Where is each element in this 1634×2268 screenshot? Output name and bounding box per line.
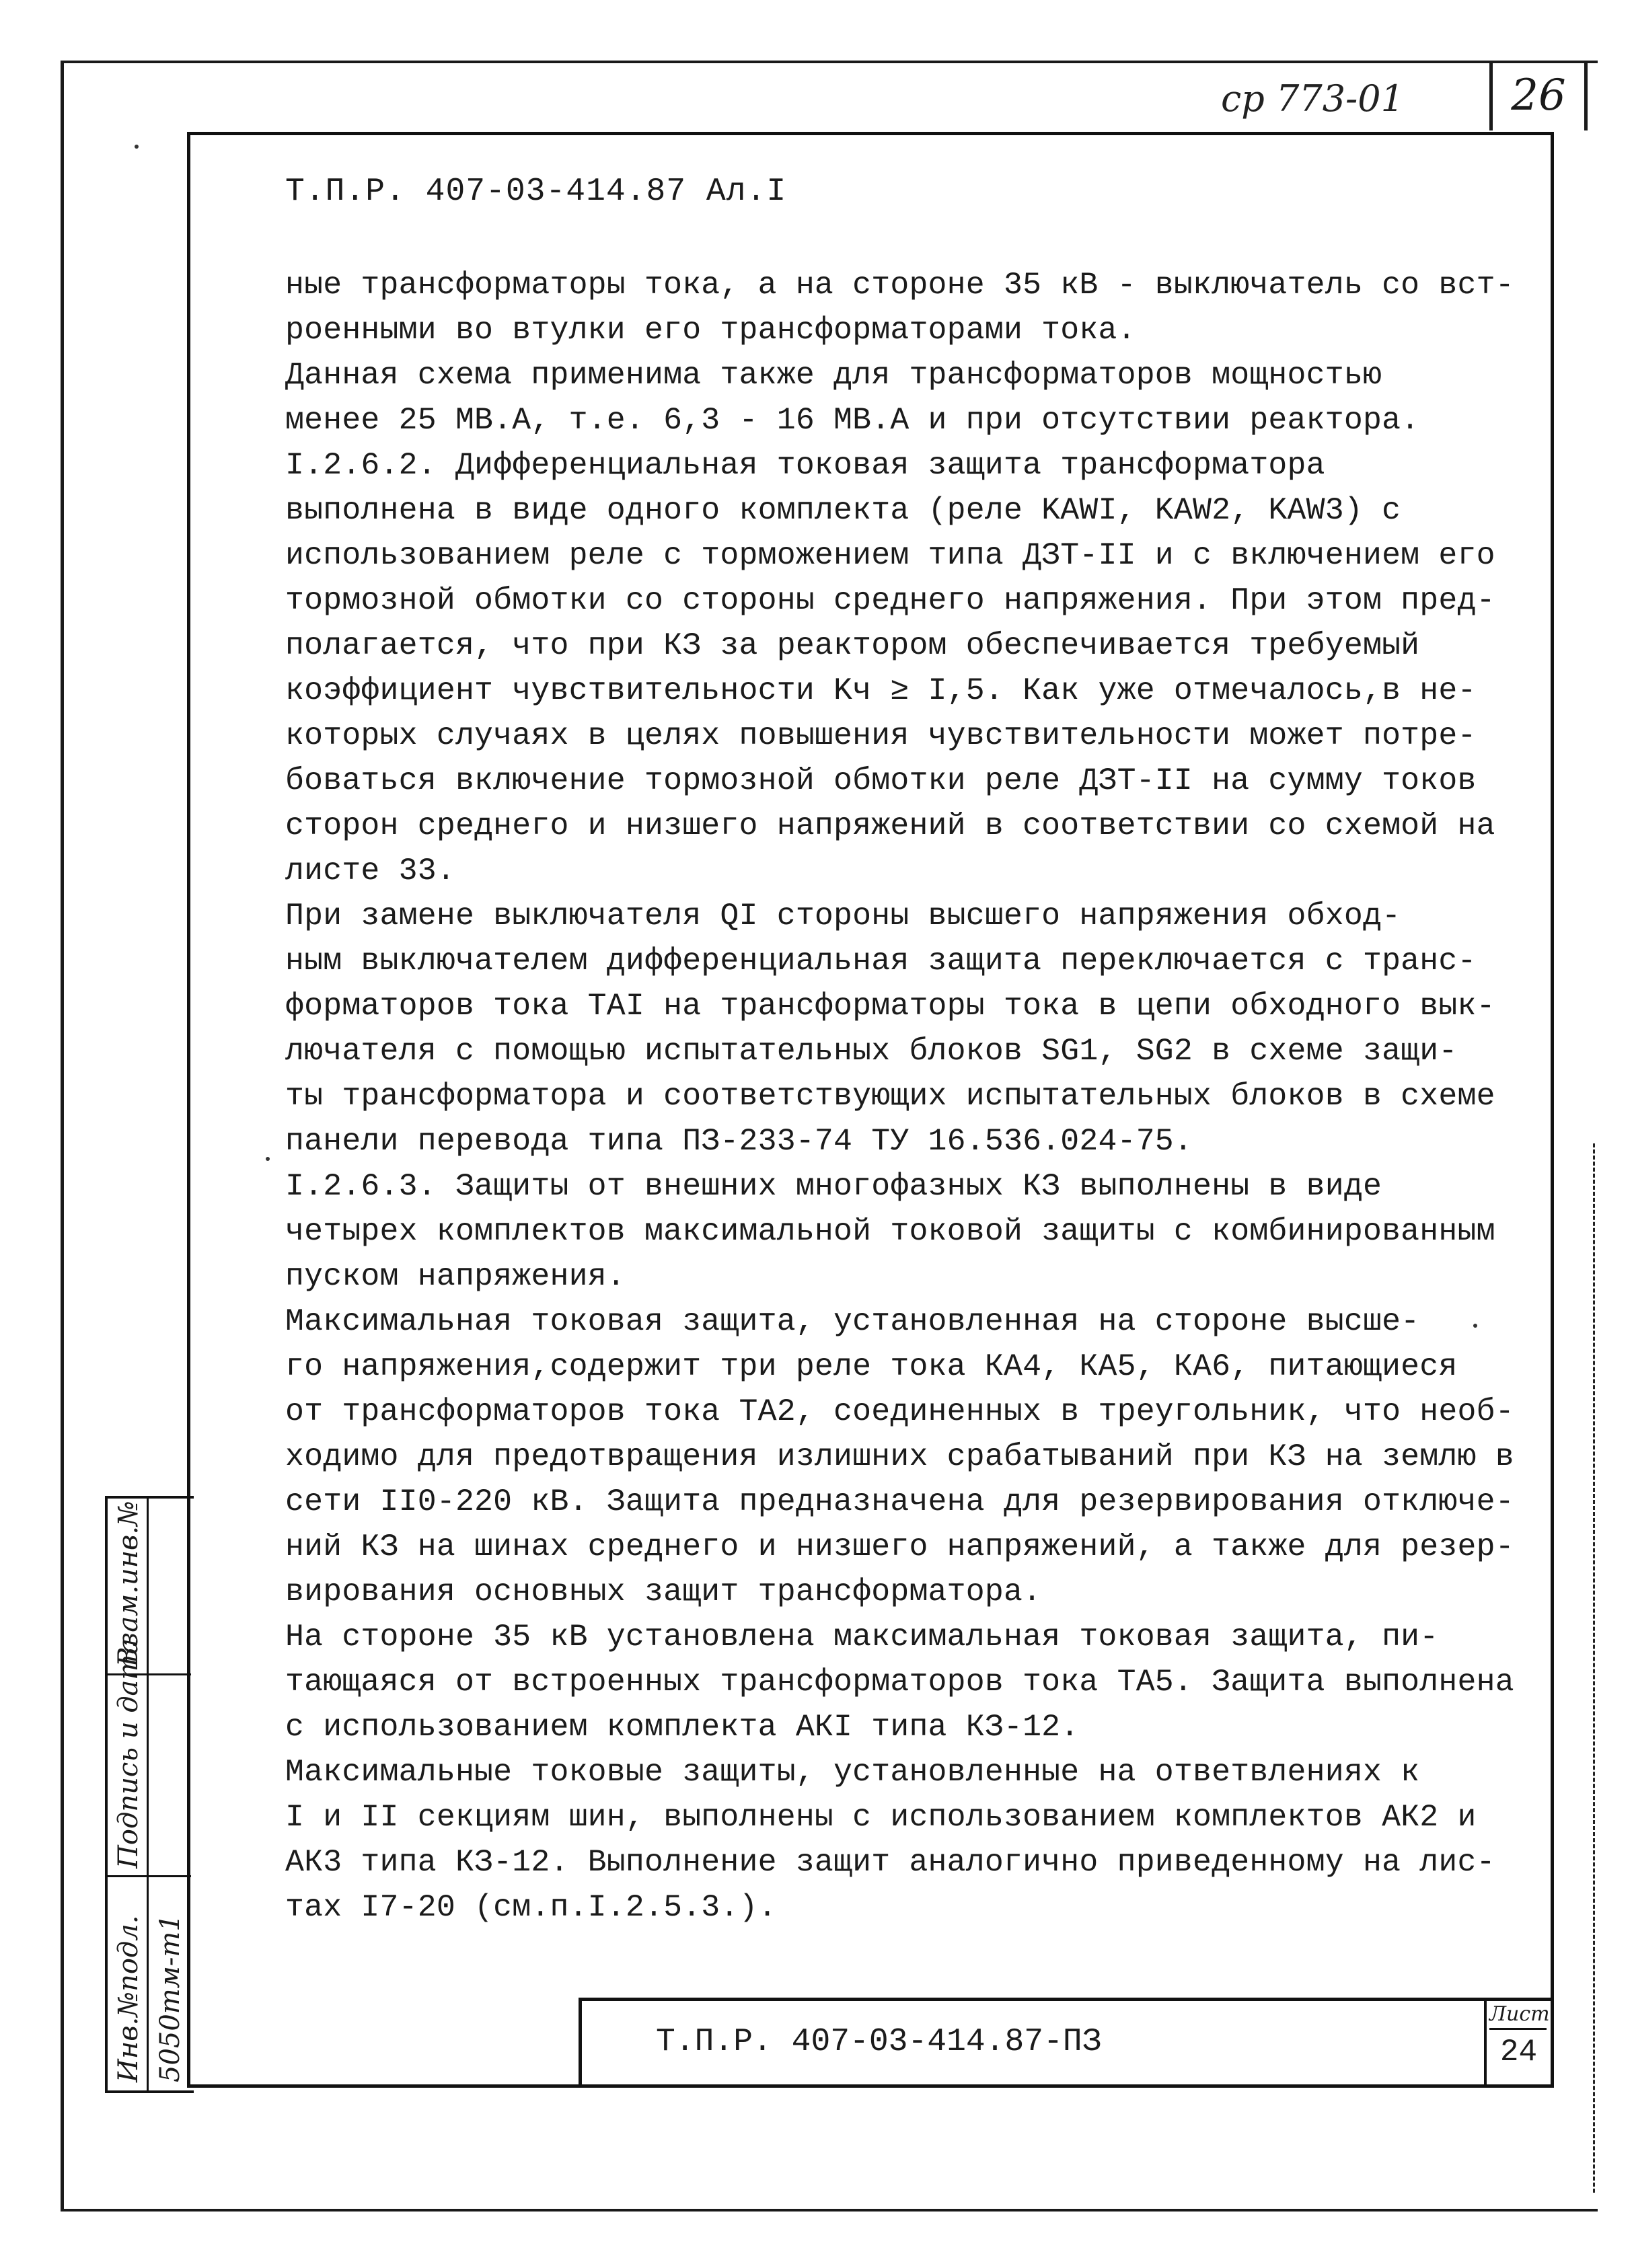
sheet-cell — [1484, 2001, 1551, 2084]
text-line: сторон среднего и низшего напряжений в соответствии со схемой на — [285, 808, 1495, 843]
text-line: тормозной обмотки со стороны среднего напряжения. При этом пред- — [285, 582, 1495, 618]
text-line: менее 25 МВ.А, т.е. 6,3 - 16 МВ.А и при отсутствии реактора. — [285, 402, 1420, 438]
handwritten-sheet-code: ср 773-01 — [1221, 77, 1405, 120]
text-line: панели перевода типа ПЗ-233-74 ТУ 16.536.024-75. — [285, 1123, 1193, 1159]
sheet-number: 26 — [1511, 71, 1566, 120]
text-line: На стороне 35 кВ установлена максимальная токовая защита, пи- — [285, 1619, 1439, 1655]
text-line: с использованием комплекта АКI типа КЗ-12. — [285, 1709, 1080, 1745]
text-line: роенными во втулки его трансформаторами тока. — [285, 312, 1136, 348]
sheet-value: 24 — [1499, 2035, 1538, 2070]
document-header-code: Т.П.Р. 407-03-414.87 Ал.I — [285, 174, 787, 210]
text-line: I и II секциям шин, выполнены с использованием комплектов АК2 и — [285, 1799, 1477, 1835]
text-line: полагается, что при КЗ за реактором обеспечивается требуемый — [285, 628, 1420, 663]
text-line: ным выключателем дифференциальная защита переключается с транс- — [285, 943, 1477, 979]
title-block-code: Т.П.Р. 407-03-414.87-ПЗ — [656, 2024, 1102, 2060]
stamp-label-inv-podl: Инв.№подл. — [113, 1915, 144, 2082]
sheet-number-box — [1489, 61, 1588, 130]
scan-speck — [135, 145, 139, 149]
stamp-label-podpis: Подпись и дата — [113, 1638, 144, 1868]
body-text — [285, 262, 1523, 1930]
text-line: Максимальные токовые защиты, установленные на ответвлениях к — [285, 1754, 1420, 1790]
text-line: лючателя с помощью испытательных блоков SG1, SG2 в схеме защи- — [285, 1033, 1458, 1069]
text-line: ные трансформаторы тока, а на стороне 35 кВ - выключатель со вст- — [285, 267, 1514, 303]
left-stamp-block — [105, 1496, 194, 2093]
title-block — [579, 1998, 1551, 2084]
scan-speck — [1473, 1324, 1477, 1328]
text-line: сети II0-220 кВ. Защита предназначена для резервирования отключе- — [285, 1484, 1514, 1519]
text-line: ний КЗ на шинах среднего и низшего напряжений, а также для резер- — [285, 1529, 1514, 1564]
text-line: боваться включение тормозной обмотки реле ДЗТ-II на сумму токов — [285, 763, 1477, 798]
text-line: четырех комплектов максимальной токовой защиты с комбинированным — [285, 1213, 1495, 1249]
text-line: которых случаях в целях повышения чувствительности может потре- — [285, 718, 1477, 753]
text-line: Максимальная токовая защита, установленная на стороне высше- — [285, 1303, 1420, 1339]
scan-edge-dashes — [1593, 1143, 1595, 2193]
scan-speck — [266, 1157, 270, 1161]
text-line: При замене выключателя QI стороны высшего напряжения обход- — [285, 898, 1401, 934]
stamp-divider — [108, 1875, 191, 1877]
text-line: коэффициент чувствительности Kч ≥ I,5. Как уже отмечалось,в не- — [285, 673, 1477, 708]
text-line: ты трансформатора и соответствующих испытательных блоков в схеме — [285, 1078, 1495, 1114]
text-line: вирования основных защит трансформатора. — [285, 1574, 1042, 1610]
text-line: тах I7-20 (см.п.I.2.5.3.). — [285, 1889, 777, 1925]
stamp-value-inv-podl: 5050тм-т1 — [155, 1914, 186, 2082]
text-line: АК3 типа КЗ-12. Выполнение защит аналогично приведенному на лис- — [285, 1844, 1495, 1880]
text-line: форматоров тока TAI на трансформаторы тока в цепи обходного вык- — [285, 988, 1495, 1024]
stamp-label-vzam: Взам.инв.№ — [113, 1501, 144, 1667]
text-line: ходимо для предотвращения излишних срабатываний при КЗ на землю в — [285, 1439, 1514, 1474]
text-line: выполнена в виде одного комплекта (реле KAWI, KAW2, KAW3) с — [285, 492, 1401, 528]
text-line: листе 33. — [285, 853, 455, 889]
text-line: пуском напряжения. — [285, 1258, 626, 1294]
text-line: использованием реле с торможением типа ДЗТ-II и с включением его — [285, 537, 1495, 573]
text-line: от трансформаторов тока ТА2, соединенных в треугольник, что необ- — [285, 1394, 1514, 1429]
text-line: I.2.6.2. Дифференциальная токовая защита трансформатора — [285, 447, 1325, 483]
text-line: Данная схема применима также для трансформаторов мощностью — [285, 357, 1382, 393]
text-line: тающаяся от встроенных трансформаторов тока ТА5. Защита выполнена — [285, 1664, 1514, 1700]
text-line: I.2.6.3. Защиты от внешних многофазных КЗ выполнены в виде — [285, 1168, 1382, 1204]
sheet-label: Лист — [1489, 2001, 1547, 2030]
text-line: го напряжения,содержит три реле тока КА4, КА5, КА6, питающиеся — [285, 1349, 1458, 1384]
